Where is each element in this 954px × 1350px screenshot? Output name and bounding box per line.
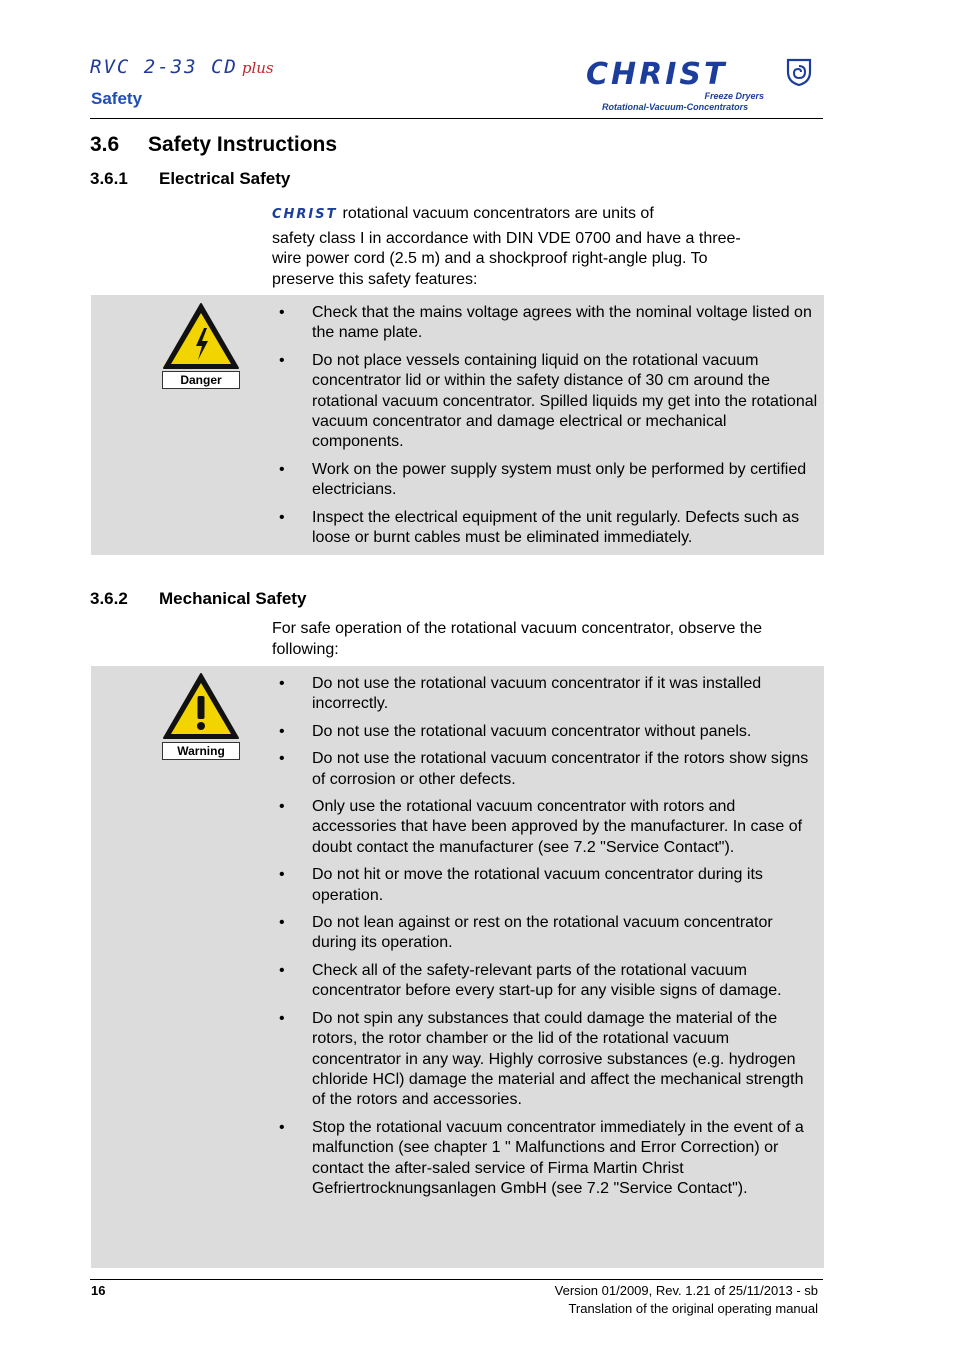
- footer-info: [555, 1282, 818, 1318]
- danger-label: Danger: [162, 371, 240, 389]
- model-suffix: plus: [241, 59, 274, 77]
- logo-tagline-1: Freeze Dryers: [704, 91, 764, 101]
- list-item: • Do not lean against or rest on the rotational vacuum concentrator during its operation.: [272, 913, 820, 954]
- page-number: 16: [91, 1283, 106, 1298]
- electrical-hazard-icon: [162, 302, 240, 370]
- header-rule: [90, 118, 823, 119]
- mechanical-intro: For safe operation of the rotational vacuum concentrator, observe the following:: [272, 620, 763, 658]
- model-name: RVC 2-33 CD plus: [90, 56, 274, 78]
- list-item: • Check all of the safety-relevant parts of the rotational vacuum concentrator before every start-up for any visible signs of damage.: [272, 961, 820, 1002]
- logo-brand: CHRIST: [586, 57, 728, 92]
- section-heading: 3.6 Safety Instructions: [90, 133, 338, 156]
- christ-inline-logo: CHRIST: [272, 207, 338, 222]
- warning-sign: [162, 672, 240, 758]
- subsection-heading-mechanical: 3.6.2 Mechanical Safety: [90, 589, 307, 608]
- list-item: • Do not use the rotational vacuum concentrator if the rotors show signs of corrosion or other defects.: [272, 749, 820, 790]
- mechanical-list: [272, 674, 820, 1199]
- danger-sign: [162, 302, 240, 387]
- translation-note: Translation of the original operating manual: [568, 1301, 818, 1316]
- warning-label: Warning: [162, 742, 240, 760]
- electrical-list: [272, 303, 820, 548]
- logo-tagline-2: Rotational-Vacuum-Concentrators: [602, 102, 749, 112]
- subsection-heading-electrical: 3.6.1 Electrical Safety: [90, 169, 291, 188]
- electrical-intro: CHRIST rotational vacuum concentrators are units of safety class I in accordance with DIN VDE 0700 and have a three- wire power cord (2.5 m) and a shockproof right-angle plug. To preserve this safety features:: [272, 205, 741, 288]
- list-item: • Do not place vessels containing liquid on the rotational vacuum concentrator lid or within the safety distance of 30 cm around the rotational vacuum concentrator. Spilled liquids my get into the rotational vacuum concentrator and damage electrical or mechanical components.: [272, 351, 820, 453]
- danger-box: [91, 295, 824, 555]
- version-text: Version 01/2009, Rev. 1.21 of 25/11/2013 - sb: [554, 1283, 818, 1298]
- list-item: • Inspect the electrical equipment of the unit regularly. Defects such as loose or burnt cables must be eliminated immediately.: [272, 508, 820, 549]
- list-item: • Only use the rotational vacuum concentrator with rotors and accessories that have been approved by the manufacturer. In case of doubt contact the manufacturer (see 7.2 "Service Contact").: [272, 797, 820, 858]
- footer-rule: [90, 1279, 823, 1280]
- list-item: • Check that the mains voltage agrees with the nominal voltage listed on the name plate.: [272, 303, 820, 344]
- list-item: • Do not spin any substances that could damage the material of the rotors, the rotor chamber or the lid of the rotational vacuum concentrator in any way. Highly corrosive substances (e.g. hydrogen chloride HCl) damage the material and affect the mechanical strength of the rotors and accessories.: [272, 1009, 820, 1111]
- logo-emblem-icon: [786, 58, 812, 86]
- list-item: • Work on the power supply system must only be performed by certified electricians.: [272, 460, 820, 501]
- list-item: • Do not use the rotational vacuum concentrator without panels.: [272, 722, 820, 742]
- christ-logo: [584, 54, 820, 116]
- warning-box: [91, 666, 824, 1268]
- warning-exclamation-icon: [162, 672, 240, 740]
- list-item: • Stop the rotational vacuum concentrator immediately in the event of a malfunction (see chapter 1 " Malfunctions and Error Correction) or contact the after-saled service of Firma Martin Christ Gefriertrocknungsanlagen GmbH (see 7.2 "Service Contact").: [272, 1118, 820, 1200]
- header-section-name: Safety: [91, 89, 143, 108]
- list-item: • Do not use the rotational vacuum concentrator if it was installed incorrectly.: [272, 674, 820, 715]
- list-item: • Do not hit or move the rotational vacuum concentrator during its operation.: [272, 865, 820, 906]
